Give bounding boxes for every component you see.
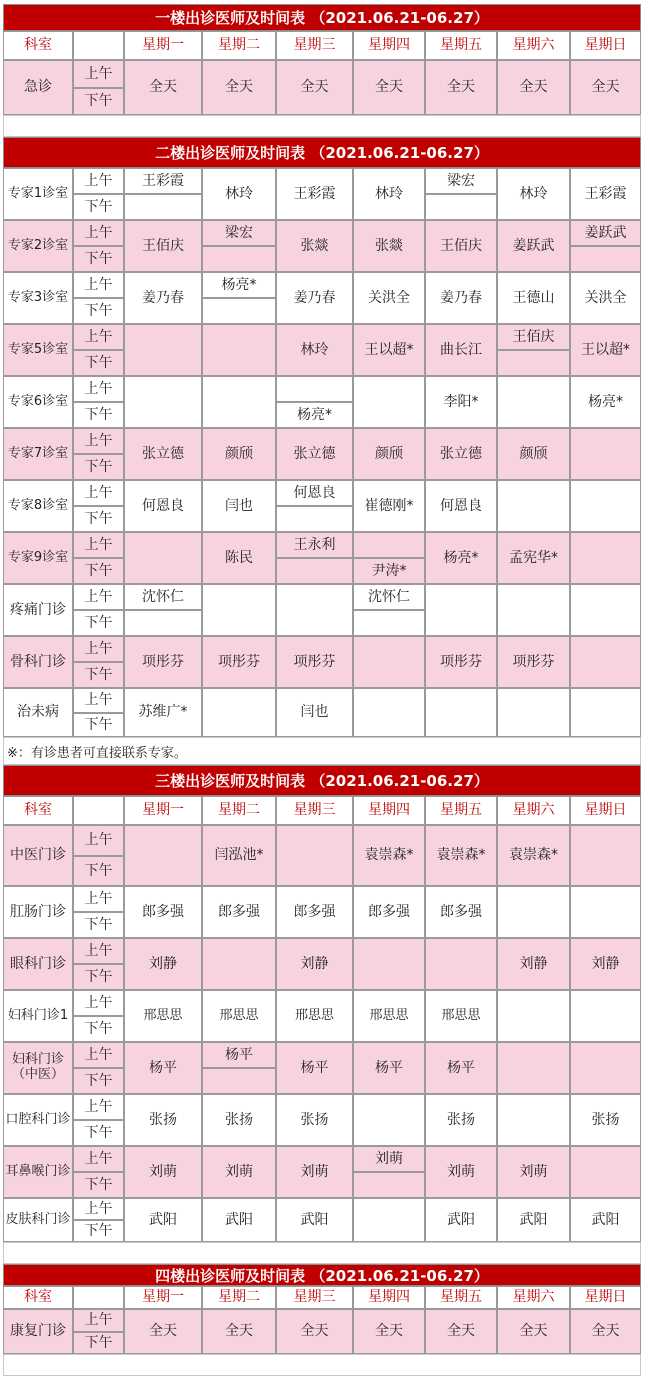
pm-label: 下午 [73,1120,124,1146]
doctor-cell: 邢思思 [276,990,353,1042]
doctor-cell-am: 沈怀仁 [353,584,425,610]
doctor-cell: 林玲 [276,324,353,376]
doctor-cell: 武阳 [570,1198,641,1242]
doctor-cell [276,584,353,636]
am-label: 上午 [73,376,124,402]
am-label: 上午 [73,1094,124,1120]
doctor-cell: 全天 [353,1309,425,1354]
doctor-cell: 全天 [425,1309,497,1354]
doctor-cell: 刘萌 [276,1146,353,1198]
doctor-cell: 全天 [202,1309,276,1354]
weekday-header: 星期四 [353,31,425,60]
doctor-cell [497,886,570,938]
weekday-header: 星期二 [202,31,276,60]
doctor-cell [497,1094,570,1146]
doctor-cell [353,938,425,990]
weekday-header: 星期一 [124,31,202,60]
doctor-cell: 杨平 [425,1042,497,1094]
pm-label: 下午 [73,912,124,938]
doctor-cell: 全天 [497,1309,570,1354]
doctor-cell: 何恩良 [425,480,497,532]
doctor-cell [425,938,497,990]
doctor-cell [276,825,353,886]
doctor-cell: 杨平 [124,1042,202,1094]
department-name: 妇科门诊（中医） [3,1042,73,1094]
doctor-cell [570,886,641,938]
doctor-cell [497,480,570,532]
doctor-cell: 张扬 [124,1094,202,1146]
department-name: 治未病 [3,688,73,737]
doctor-cell: 全天 [124,1309,202,1354]
am-label: 上午 [73,636,124,662]
doctor-cell: 闫也 [202,480,276,532]
doctor-cell: 郎多强 [353,886,425,938]
doctor-cell [497,990,570,1042]
weekday-header: 星期二 [202,796,276,825]
doctor-cell-pm [425,194,497,220]
doctor-cell: 张立德 [425,428,497,480]
department-name: 眼科门诊 [3,938,73,990]
floor-title: 一楼出诊医师及时间表 （2021.06.21-06.27） [3,4,641,31]
doctor-cell [353,636,425,688]
doctor-cell: 武阳 [425,1198,497,1242]
footnote: ※：有诊患者可直接联系专家。 [3,737,641,765]
doctor-cell: 苏维广* [124,688,202,737]
spacer-row [3,1242,641,1264]
doctor-cell: 郎多强 [202,886,276,938]
doctor-cell-am: 刘萌 [353,1146,425,1172]
doctor-cell: 袁崇森* [353,825,425,886]
doctor-cell [124,825,202,886]
doctor-cell: 项彤芬 [276,636,353,688]
doctor-cell [570,480,641,532]
am-label: 上午 [73,1146,124,1172]
pm-label: 下午 [73,662,124,688]
pm-label: 下午 [73,350,124,376]
doctor-cell: 全天 [276,1309,353,1354]
department-name: 妇科门诊1 [3,990,73,1042]
doctor-cell: 刘萌 [425,1146,497,1198]
doctor-cell: 刘静 [276,938,353,990]
doctor-cell: 全天 [124,60,202,115]
doctor-cell: 杨平 [353,1042,425,1094]
dept-column-header: 科室 [3,31,73,60]
pm-label: 下午 [73,964,124,990]
doctor-cell-pm [353,610,425,636]
doctor-cell: 关洪全 [570,272,641,324]
doctor-cell [124,324,202,376]
doctor-cell: 刘静 [497,938,570,990]
doctor-cell [570,428,641,480]
doctor-cell-am [276,376,353,402]
doctor-cell: 王佰庆 [124,220,202,272]
doctor-cell [202,584,276,636]
doctor-cell: 崔德刚* [353,480,425,532]
doctor-cell-am: 王彩霞 [124,168,202,194]
doctor-cell: 姜乃春 [124,272,202,324]
am-label: 上午 [73,60,124,88]
department-name: 肛肠门诊 [3,886,73,938]
department-name: 中医门诊 [3,825,73,886]
department-name: 专家3诊室 [3,272,73,324]
doctor-cell: 郎多强 [276,886,353,938]
doctor-cell: 曲长江 [425,324,497,376]
doctor-cell [570,1042,641,1094]
doctor-cell [497,688,570,737]
weekday-header: 星期六 [497,1286,570,1309]
doctor-cell [570,532,641,584]
doctor-cell-pm [570,246,641,272]
weekday-header: 星期日 [570,796,641,825]
doctor-cell [497,1042,570,1094]
am-label: 上午 [73,1198,124,1220]
doctor-cell: 项彤芬 [425,636,497,688]
doctor-cell: 林玲 [497,168,570,220]
weekday-header: 星期五 [425,31,497,60]
doctor-cell: 项彤芬 [497,636,570,688]
doctor-cell [570,636,641,688]
doctor-cell: 全天 [276,60,353,115]
weekday-header: 星期三 [276,796,353,825]
doctor-cell [353,1094,425,1146]
pm-label: 下午 [73,506,124,532]
period-column-header [73,1286,124,1309]
weekday-header: 星期五 [425,796,497,825]
doctor-cell [497,376,570,428]
weekday-header: 星期五 [425,1286,497,1309]
department-name: 专家2诊室 [3,220,73,272]
doctor-cell: 武阳 [202,1198,276,1242]
doctor-cell: 孟宪华* [497,532,570,584]
am-label: 上午 [73,1042,124,1068]
pm-label: 下午 [73,713,124,737]
doctor-cell: 郎多强 [124,886,202,938]
doctor-cell: 张扬 [276,1094,353,1146]
doctor-cell: 颜颀 [202,428,276,480]
doctor-cell: 姜跃武 [497,220,570,272]
doctor-cell: 全天 [497,60,570,115]
doctor-cell: 项彤芬 [124,636,202,688]
weekday-header: 星期二 [202,1286,276,1309]
am-label: 上午 [73,532,124,558]
am-label: 上午 [73,1309,124,1332]
doctor-cell: 林玲 [202,168,276,220]
pm-label: 下午 [73,454,124,480]
doctor-cell: 全天 [570,60,641,115]
doctor-cell: 陈民 [202,532,276,584]
am-label: 上午 [73,480,124,506]
department-name: 口腔科门诊 [3,1094,73,1146]
period-column-header [73,31,124,60]
doctor-cell: 全天 [570,1309,641,1354]
doctor-cell: 颜颀 [353,428,425,480]
doctor-cell: 张扬 [570,1094,641,1146]
weekday-header: 星期一 [124,796,202,825]
doctor-cell: 邢思思 [202,990,276,1042]
doctor-cell [570,825,641,886]
pm-label: 下午 [73,856,124,886]
doctor-cell: 邢思思 [353,990,425,1042]
am-label: 上午 [73,324,124,350]
am-label: 上午 [73,938,124,964]
doctor-cell: 闫泓池* [202,825,276,886]
doctor-cell [202,688,276,737]
doctor-cell-am: 何恩良 [276,480,353,506]
doctor-cell: 张立德 [276,428,353,480]
am-label: 上午 [73,584,124,610]
doctor-cell: 杨亮* [425,532,497,584]
department-name: 康复门诊 [3,1309,73,1354]
doctor-cell: 刘萌 [497,1146,570,1198]
doctor-cell: 姜乃春 [425,272,497,324]
doctor-cell-am [353,532,425,558]
pm-label: 下午 [73,1220,124,1242]
doctor-cell: 李阳* [425,376,497,428]
doctor-cell-pm [202,298,276,324]
doctor-cell-am: 杨平 [202,1042,276,1068]
department-name: 专家1诊室 [3,168,73,220]
doctor-cell-pm [124,194,202,220]
department-name: 专家9诊室 [3,532,73,584]
spacer-row [3,115,641,137]
doctor-cell [497,584,570,636]
spacer-row [3,1354,641,1376]
department-name: 专家6诊室 [3,376,73,428]
doctor-cell-am: 王永利 [276,532,353,558]
floor-title: 三楼出诊医师及时间表 （2021.06.21-06.27） [3,765,641,796]
doctor-cell: 项彤芬 [202,636,276,688]
doctor-cell: 杨平 [276,1042,353,1094]
doctor-cell: 全天 [425,60,497,115]
doctor-cell: 刘萌 [124,1146,202,1198]
am-label: 上午 [73,886,124,912]
doctor-cell: 刘静 [570,938,641,990]
pm-label: 下午 [73,246,124,272]
doctor-cell-pm [276,558,353,584]
pm-label: 下午 [73,1172,124,1198]
doctor-cell: 刘静 [124,938,202,990]
department-name: 皮肤科门诊 [3,1198,73,1242]
doctor-cell-pm [353,1172,425,1198]
weekday-header: 星期日 [570,1286,641,1309]
doctor-cell: 颜颀 [497,428,570,480]
am-label: 上午 [73,272,124,298]
doctor-cell [353,376,425,428]
weekday-header: 星期三 [276,31,353,60]
doctor-cell-pm: 杨亮* [276,402,353,428]
doctor-cell-am: 梁宏 [425,168,497,194]
doctor-cell: 林玲 [353,168,425,220]
doctor-cell: 闫也 [276,688,353,737]
doctor-cell: 王彩霞 [570,168,641,220]
doctor-cell: 袁崇森* [425,825,497,886]
doctor-cell [124,376,202,428]
doctor-cell: 王彩霞 [276,168,353,220]
doctor-cell: 王德山 [497,272,570,324]
floor-title: 二楼出诊医师及时间表 （2021.06.21-06.27） [3,137,641,168]
weekday-header: 星期六 [497,31,570,60]
doctor-cell: 武阳 [124,1198,202,1242]
floor-title: 四楼出诊医师及时间表 （2021.06.21-06.27） [3,1264,641,1286]
weekday-header: 星期日 [570,31,641,60]
doctor-cell: 张扬 [425,1094,497,1146]
pm-label: 下午 [73,1332,124,1354]
doctor-cell-am: 王佰庆 [497,324,570,350]
doctor-cell [202,938,276,990]
doctor-cell [570,688,641,737]
doctor-cell: 邢思思 [124,990,202,1042]
am-label: 上午 [73,220,124,246]
doctor-cell [570,584,641,636]
doctor-cell: 武阳 [276,1198,353,1242]
am-label: 上午 [73,168,124,194]
doctor-cell-pm [124,610,202,636]
am-label: 上午 [73,688,124,713]
doctor-cell [425,688,497,737]
doctor-cell [570,990,641,1042]
doctor-cell: 王佰庆 [425,220,497,272]
doctor-cell: 杨亮* [570,376,641,428]
doctor-cell-am: 姜跃武 [570,220,641,246]
doctor-cell-pm [202,246,276,272]
pm-label: 下午 [73,402,124,428]
doctor-cell: 张立德 [124,428,202,480]
doctor-cell: 袁崇森* [497,825,570,886]
doctor-cell [353,1198,425,1242]
weekday-header: 星期一 [124,1286,202,1309]
doctor-cell: 邢思思 [425,990,497,1042]
weekday-header: 星期三 [276,1286,353,1309]
doctor-cell [202,376,276,428]
am-label: 上午 [73,990,124,1016]
weekday-header: 星期六 [497,796,570,825]
pm-label: 下午 [73,558,124,584]
doctor-cell [425,584,497,636]
department-name: 骨科门诊 [3,636,73,688]
doctor-cell: 王以超* [570,324,641,376]
doctor-cell-pm [202,1068,276,1094]
pm-label: 下午 [73,88,124,115]
period-column-header [73,796,124,825]
doctor-cell-pm: 尹涛* [353,558,425,584]
doctor-cell [570,1146,641,1198]
doctor-cell-am: 杨亮* [202,272,276,298]
am-label: 上午 [73,428,124,454]
department-name: 耳鼻喉门诊 [3,1146,73,1198]
doctor-cell: 王以超* [353,324,425,376]
doctor-cell: 何恩良 [124,480,202,532]
doctor-cell: 张燚 [276,220,353,272]
dept-column-header: 科室 [3,1286,73,1309]
department-name: 专家8诊室 [3,480,73,532]
department-name: 专家7诊室 [3,428,73,480]
doctor-cell-am: 梁宏 [202,220,276,246]
doctor-cell: 刘萌 [202,1146,276,1198]
department-name: 疼痛门诊 [3,584,73,636]
pm-label: 下午 [73,1016,124,1042]
doctor-cell-pm [276,506,353,532]
doctor-cell: 张燚 [353,220,425,272]
doctor-cell: 武阳 [497,1198,570,1242]
weekday-header: 星期四 [353,1286,425,1309]
doctor-cell: 张扬 [202,1094,276,1146]
weekday-header: 星期四 [353,796,425,825]
doctor-cell-am: 沈怀仁 [124,584,202,610]
doctor-cell: 全天 [353,60,425,115]
pm-label: 下午 [73,1068,124,1094]
doctor-cell [353,688,425,737]
doctor-cell [202,324,276,376]
pm-label: 下午 [73,298,124,324]
doctor-cell: 郎多强 [425,886,497,938]
doctor-cell: 全天 [202,60,276,115]
pm-label: 下午 [73,610,124,636]
doctor-cell: 关洪全 [353,272,425,324]
doctor-cell [124,532,202,584]
am-label: 上午 [73,825,124,856]
department-name: 急诊 [3,60,73,115]
pm-label: 下午 [73,194,124,220]
doctor-cell-pm [497,350,570,376]
dept-column-header: 科室 [3,796,73,825]
doctor-cell: 姜乃春 [276,272,353,324]
department-name: 专家5诊室 [3,324,73,376]
